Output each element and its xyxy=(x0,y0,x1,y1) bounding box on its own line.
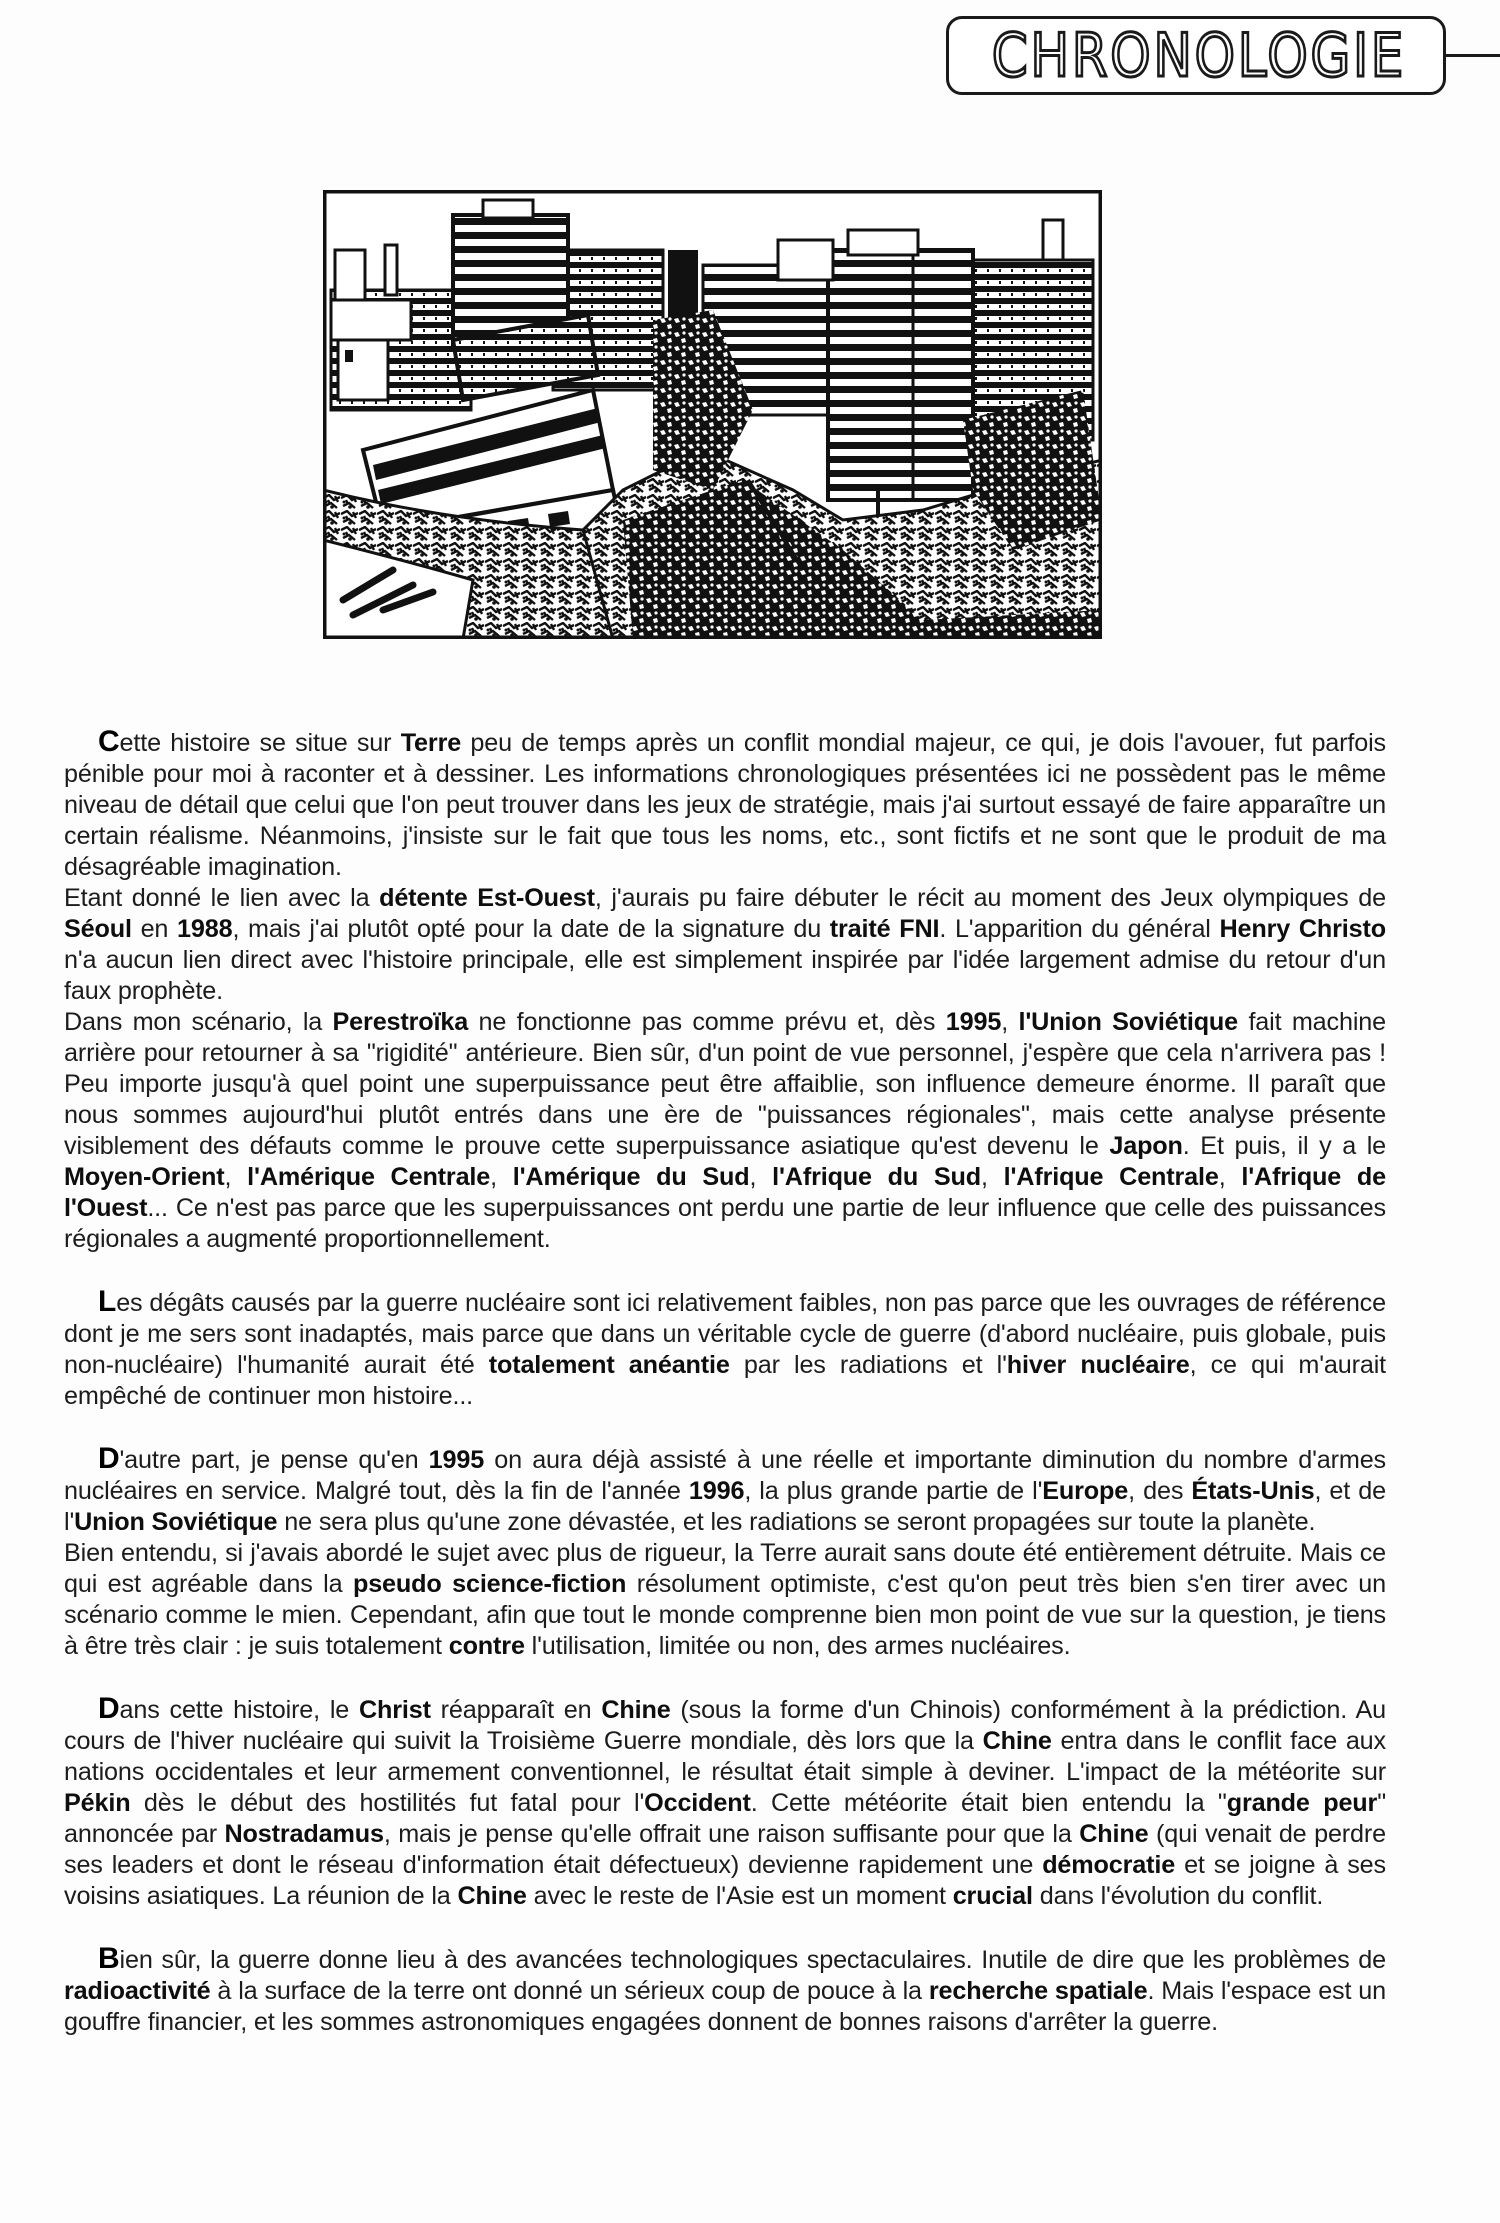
text-run: , xyxy=(224,1163,248,1191)
text-run: ans cette histoire, le xyxy=(119,1696,359,1724)
bold-keyword: détente Est-Ouest xyxy=(379,884,595,912)
bold-keyword: 1996 xyxy=(688,1477,745,1505)
bold-keyword: Chine xyxy=(601,1696,671,1724)
drop-cap-letter: C xyxy=(98,725,120,758)
text-run: l'utilisation, limitée ou non, des armes nucléaires. xyxy=(524,1632,1071,1660)
paragraph xyxy=(64,1443,1386,1538)
bold-keyword: Henry Christo xyxy=(1219,915,1386,943)
text-run: Etant donné le lien avec la xyxy=(64,884,380,912)
paragraph xyxy=(64,1538,1386,1662)
bold-keyword: Chine xyxy=(982,1727,1052,1755)
bold-keyword: crucial xyxy=(952,1882,1033,1910)
text-run: . Cette météorite était bien entendu la " xyxy=(750,1789,1227,1817)
text-run: Bien entendu, si j'avais abordé le sujet avec plus de rigueur, la Terre aurait sans doute été entièrement détruite. Mais ce qui est agréable dans la xyxy=(64,1539,1386,1598)
text-run: . L'apparition du général xyxy=(939,915,1220,943)
text-run: fait machine arrière pour retourner à sa "rigidité" antérieure. Bien sûr, d'un point de vue personnel, j'espère que cela n'arrivera pas ! Peu importe jusqu'à quel point une superpuissance peut être affaiblie, son influence demeure énorme. Il paraît que nous sommes aujourd'hui plutôt entrés dans une ère de "puissances régionales", mais cette analyse présente visiblement des défauts comme le prouve cette superpuissance asiatique qu'est devenu le xyxy=(64,1008,1386,1160)
bold-keyword: Nostradamus xyxy=(224,1820,384,1848)
text-run: , xyxy=(1218,1163,1242,1191)
text-run: (sous la forme d'un Chinois) conformément à la prédiction. Au cours de l'hiver nucléaire qui suivit la Troisième Guerre mondiale, dès lors que la xyxy=(64,1696,1386,1755)
heading-connector-line xyxy=(1446,54,1500,57)
text-run: avec le reste de l'Asie est un moment xyxy=(526,1882,953,1910)
chronology-body-text xyxy=(64,726,1386,2038)
text-run: à la surface de la terre ont donné un sérieux coup de pouce à la xyxy=(210,1977,929,2005)
paragraph xyxy=(64,1007,1386,1255)
text-run: , ce qui m'aurait empêché de continuer mon histoire... xyxy=(64,1351,1386,1410)
bold-keyword: traité FNI xyxy=(829,915,940,943)
text-run: ette histoire se situe sur xyxy=(119,729,401,757)
text-run: on aura déjà assisté à une réelle et importante diminution du nombre d'armes nucléaires en service. Malgré tout, dès la fin de l'année xyxy=(64,1446,1386,1505)
text-run: 'autre part, je pense qu'en xyxy=(119,1446,429,1474)
text-run: et se joigne à ses voisins asiatiques. La réunion de la xyxy=(64,1851,1386,1910)
text-run: , xyxy=(1001,1008,1019,1036)
text-run: , la plus grande partie de l' xyxy=(744,1477,1043,1505)
bold-keyword: Europe xyxy=(1042,1477,1129,1505)
text-run: résolument optimiste, c'est qu'on peut très bien s'en tirer avec un scénario comme le mien. Cependant, afin que tout le monde comprenne bien mon point de vue sur la question, je tiens à être très clair : je suis totalement xyxy=(64,1570,1386,1660)
text-run: ne sera plus qu'une zone dévastée, et les radiations se seront propagées sur toute la planète. xyxy=(277,1508,1316,1536)
paragraph xyxy=(64,1286,1386,1412)
bold-keyword: pseudo science-fiction xyxy=(352,1570,627,1598)
bold-keyword: Union Soviétique xyxy=(74,1508,278,1536)
bold-keyword: grande peur xyxy=(1226,1789,1378,1817)
text-run: . Et puis, il y a le xyxy=(1182,1132,1387,1160)
bold-keyword: l'Amérique Centrale xyxy=(247,1163,491,1191)
text-run: (qui venait de perdre ses leaders et dont le réseau d'information était défectueux) devienne rapidement une xyxy=(64,1820,1386,1879)
bold-keyword: totalement anéantie xyxy=(488,1351,730,1379)
drop-cap-letter: B xyxy=(98,1942,120,1975)
bold-keyword: Séoul xyxy=(64,915,132,943)
text-run: , xyxy=(490,1163,513,1191)
text-run: dès le début des hostilités fut fatal pour l' xyxy=(130,1789,645,1817)
text-run: , mais je pense qu'elle offrait une raison suffisante pour que la xyxy=(383,1820,1080,1848)
chapter-title: CHRONOLOGIE xyxy=(991,20,1407,91)
paragraph xyxy=(64,1943,1386,2038)
bold-keyword: hiver nucléaire xyxy=(1006,1351,1190,1379)
text-run: peu de temps après un conflit mondial majeur, ce qui, je dois l'avouer, fut parfois pénible pour moi à raconter et à dessiner. Les informations chronologiques présentées ici ne possèdent pas le même niveau de détail que celui que l'on peut trouver dans les jeux de stratégie, mais j'ai surtout essayé de faire apparaître un certain réalisme. Néanmoins, j'insiste sur le fait que tous les noms, etc., sont fictifs et ne sont que le produit de ma désagréable imagination. xyxy=(64,729,1386,881)
text-run: , et de l' xyxy=(64,1477,1386,1536)
bold-keyword: démocratie xyxy=(1042,1851,1176,1879)
bold-keyword: Pékin xyxy=(64,1789,131,1817)
bold-keyword: Occident xyxy=(644,1789,751,1817)
ruined-city-illustration xyxy=(323,190,1102,639)
text-run: , des xyxy=(1128,1477,1192,1505)
bold-keyword: Chine xyxy=(1079,1820,1149,1848)
bold-keyword: l'Afrique Centrale xyxy=(1003,1163,1219,1191)
text-run: n'a aucun lien direct avec l'histoire principale, elle est simplement inspirée par l'idée largement admise du retour d'un faux prophète. xyxy=(64,946,1386,1005)
text-run: . Mais l'espace est un gouffre financier, et les sommes astronomiques engagées donnent de bonnes raisons d'arrêter la guerre. xyxy=(64,1977,1387,2036)
text-run: en xyxy=(131,915,178,943)
bold-keyword: États-Unis xyxy=(1191,1477,1315,1505)
bold-keyword: 1988 xyxy=(177,915,233,943)
text-run: es dégâts causés par la guerre nucléaire sont ici relativement faibles, non pas parce que les ouvrages de référence dont je me sers sont inadaptés, mais parce que dans un véritable cycle de guerre (d'abord nucléaire, puis globale, puis non-nucléaire) l'humanité aurait été xyxy=(64,1289,1386,1379)
bold-keyword: 1995 xyxy=(945,1008,1002,1036)
bold-keyword: Moyen-Orient xyxy=(64,1163,225,1191)
text-run: " annoncée par xyxy=(64,1789,1386,1848)
bold-keyword: l'Amérique du Sud xyxy=(512,1163,750,1191)
text-run: par les radiations et l' xyxy=(729,1351,1007,1379)
chapter-heading-box xyxy=(946,16,1446,95)
text-run: réapparaît en xyxy=(430,1696,602,1724)
text-run: , j'aurais pu faire débuter le récit au moment des Jeux olympiques de xyxy=(594,884,1386,912)
drop-cap-letter: L xyxy=(98,1285,117,1318)
text-run: , xyxy=(749,1163,773,1191)
bold-keyword: Terre xyxy=(400,729,462,757)
paragraph xyxy=(64,1693,1386,1912)
text-run: entra dans le conflit face aux nations occidentales et leur armement conventionnel, le résultat était simple à deviner. L'impact de la météorite sur xyxy=(64,1727,1386,1786)
text-run: , xyxy=(981,1163,1004,1191)
paragraph xyxy=(64,883,1386,1007)
text-run: ... Ce n'est pas parce que les superpuissances ont perdu une partie de leur influence que celle des puissances régionales a augmenté proportionnellement. xyxy=(64,1194,1386,1253)
text-run: , mais j'ai plutôt opté pour la date de la signature du xyxy=(232,915,830,943)
drop-cap-letter: D xyxy=(98,1442,120,1475)
bold-keyword: l'Afrique de l'Ouest xyxy=(64,1163,1386,1222)
bold-keyword: l'Union Soviétique xyxy=(1018,1008,1239,1036)
paragraph xyxy=(64,726,1386,883)
bold-keyword: contre xyxy=(448,1632,525,1660)
drop-cap-letter: D xyxy=(98,1692,120,1725)
text-run: dans l'évolution du conflit. xyxy=(1032,1882,1324,1910)
bold-keyword: recherche spatiale xyxy=(928,1977,1148,2005)
bold-keyword: Chine xyxy=(457,1882,527,1910)
bold-keyword: Perestroïka xyxy=(332,1008,469,1036)
text-run: ne fonctionne pas comme prévu et, dès xyxy=(468,1008,946,1036)
bold-keyword: 1995 xyxy=(428,1446,485,1474)
text-run: ien sûr, la guerre donne lieu à des avancées technologiques spectaculaires. Inutile de dire que les problèmes de xyxy=(119,1946,1386,1974)
text-run: Dans mon scénario, la xyxy=(64,1008,333,1036)
bold-keyword: Japon xyxy=(1109,1132,1183,1160)
bold-keyword: l'Afrique du Sud xyxy=(772,1163,981,1191)
bold-keyword: radioactivité xyxy=(64,1977,211,2005)
illustration-drawing xyxy=(323,190,1102,639)
bold-keyword: Christ xyxy=(358,1696,431,1724)
